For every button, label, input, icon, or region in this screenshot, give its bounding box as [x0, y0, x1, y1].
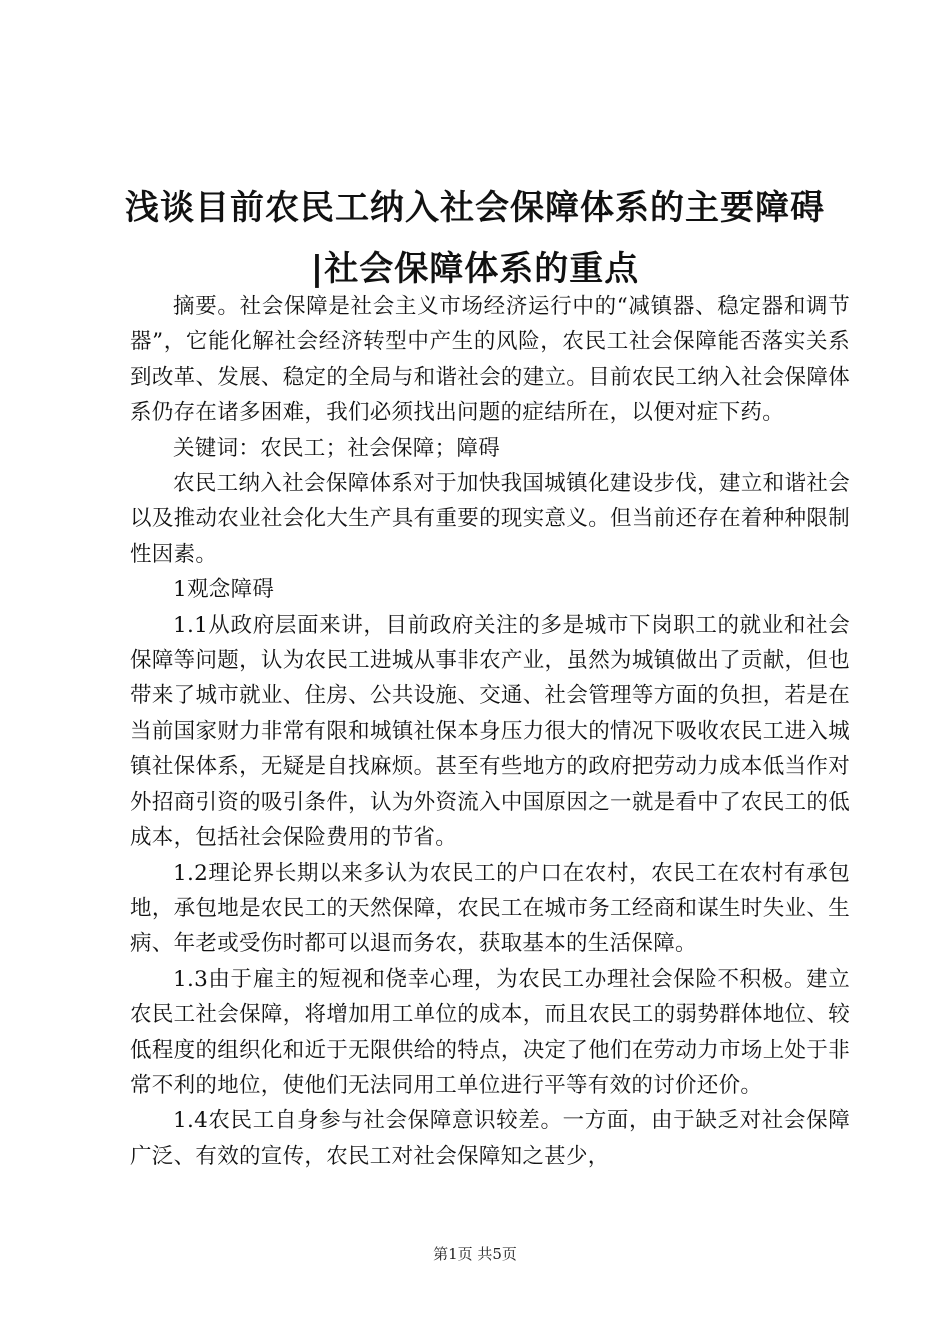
section-1-2-paragraph: 1.2理论界长期以来多认为农民工的户口在农村，农民工在农村有承包地，承包地是农民工的天然保障，农民工在城市务工经商和谋生时失业、生病、年老或受伤时都可以退而务农，获取基本的生活保障。 — [130, 860, 850, 957]
page-footer: 第1页 共5页 — [433, 1245, 517, 1263]
abstract-paragraph: 摘要。社会保障是社会主义市场经济运行中的“减镇器、稳定器和调节器”，它能化解社会经济转型中产生的风险，农民工社会保障能否落实关系到改革、发展、稳定的全局与和谐社会的建立。目前农民工纳入社会保障体系仍存在诸多困难，我们必须找出问题的症结所在，以便对症下药。 — [130, 294, 850, 426]
keywords-paragraph: 关键词：农民工；社会保障；障碍 — [173, 435, 501, 461]
intro-paragraph: 农民工纳入社会保障体系对于加快我国城镇化建设步伐，建立和谐社会以及推动农业社会化大生产具有重要的现实意义。但当前还存在着种种限制性因素。 — [130, 471, 850, 567]
section-1-4-paragraph: 1.4农民工自身参与社会保障意识较差。一方面，由于缺乏对社会保障广泛、有效的宣传，农民工对社会保障知之甚少， — [130, 1108, 850, 1169]
page-title-line-1: 浅谈目前农民工纳入社会保障体系的主要障碍 — [125, 188, 825, 228]
section-heading: 1观念障碍 — [173, 577, 275, 603]
page-title-line-2: |社会保障体系的重点 — [310, 249, 640, 289]
document-body — [130, 289, 850, 1174]
section-1-1-paragraph: 1.1从政府层面来讲，目前政府关注的多是城市下岗职工的就业和社会保障等问题，认为农民工进城从事非农产业，虽然为城镇做出了贡献，但也带来了城市就业、住房、公共设施、交通、社会管理等方面的负担，若是在当前国家财力非常有限和城镇社保本身压力很大的情况下吸收农民工进入城镇社保体系，无疑是自找麻烦。甚至有些地方的政府把劳动力成本低当作对外招商引资的吸引条件，认为外资流入中国原因之一就是看中了农民工的低成本，包括社会保险费用的节省。 — [130, 612, 850, 851]
section-1-3-paragraph: 1.3由于雇主的短视和侥幸心理，为农民工办理社会保险不积极。建立农民工社会保障，将增加用工单位的成本，而且农民工的弱势群体地位、较低程度的组织化和近于无限供给的特点，决定了他们在劳动力市场上处于非常不利的地位，使他们无法同用工单位进行平等有效的讨价还价。 — [130, 966, 850, 1098]
